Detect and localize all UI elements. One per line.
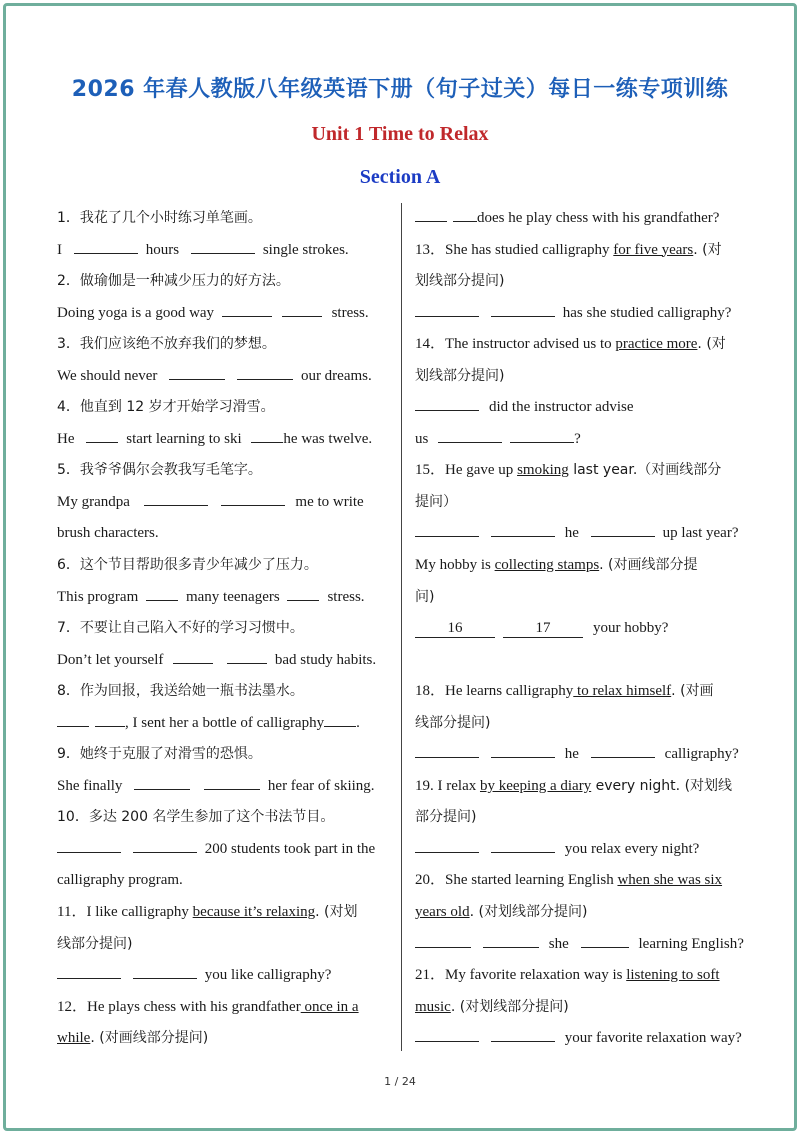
question-15-answer: he up last year? bbox=[415, 518, 750, 550]
question-20-cont: years old. (对划线部分提问) bbox=[415, 904, 588, 921]
answer-blank[interactable] bbox=[222, 300, 272, 317]
answer-blank[interactable] bbox=[415, 741, 479, 758]
question-1-chinese: 1．我花了几个小时练习单笔画。 bbox=[57, 210, 262, 226]
question-19-answer: you relax every night? bbox=[415, 834, 750, 866]
question-9-chinese: 9．她终于克服了对滑雪的恐惧。 bbox=[57, 746, 262, 763]
question-13-cont: 划线部分提问) bbox=[415, 273, 505, 290]
answer-blank[interactable] bbox=[415, 836, 479, 853]
answer-blank[interactable] bbox=[415, 300, 479, 317]
question-7-chinese: 7．不要让自己陷入不好的学习习惯中。 bbox=[57, 620, 304, 637]
answer-blank[interactable] bbox=[581, 931, 629, 948]
question-3-chinese: 3．我们应该绝不放弃我们的梦想。 bbox=[57, 336, 276, 353]
question-4-chinese: 4．他直到 12 岁才开始学习滑雪。 bbox=[57, 399, 275, 416]
question-12-answer: does he play chess with his grandfather? bbox=[415, 203, 750, 235]
question-11: 11．I like calligraphy because it’s relaxing. (对划 bbox=[57, 904, 358, 921]
question-8-chinese: 8．作为回报，我送给她一瓶书法墨水。 bbox=[57, 683, 304, 700]
question-9-english: She finally her fear of skiing. bbox=[57, 771, 387, 803]
question-11-answer: you like calligraphy? bbox=[57, 960, 387, 992]
answer-blank[interactable] bbox=[74, 237, 138, 254]
answer-blank[interactable] bbox=[483, 931, 539, 948]
question-20-answer: she learning English? bbox=[415, 929, 750, 961]
question-10-chinese: 10．多达 200 名学生参加了这个书法节目。 bbox=[57, 809, 335, 826]
answer-blank[interactable] bbox=[134, 773, 190, 790]
question-12: 12．He plays chess with his grandfather once in a bbox=[57, 998, 359, 1015]
answer-blank[interactable] bbox=[169, 363, 225, 380]
left-column bbox=[57, 203, 387, 1055]
answer-blank[interactable] bbox=[415, 205, 447, 222]
answer-blank[interactable] bbox=[146, 584, 178, 601]
answer-blank[interactable] bbox=[133, 836, 197, 853]
unit-heading: Unit 1 Time to Relax bbox=[311, 123, 489, 145]
answer-blank[interactable] bbox=[133, 962, 197, 979]
page-title: 2026 年春人教版八年级英语下册（句子过关）每日一练专项训练 bbox=[71, 77, 729, 102]
question-16-17: My hobby is collecting stamps. (对画线部分提 bbox=[415, 557, 698, 574]
answer-blank[interactable] bbox=[237, 363, 293, 380]
question-16-17-cont: 问) bbox=[415, 588, 435, 605]
question-2-chinese: 2．做瑜伽是一种减少压力的好方法。 bbox=[57, 273, 290, 290]
answer-blank[interactable] bbox=[491, 741, 555, 758]
answer-blank[interactable] bbox=[491, 1025, 555, 1042]
question-3-english: We should never our dreams. bbox=[57, 361, 387, 393]
answer-blank[interactable] bbox=[415, 931, 471, 948]
answer-blank[interactable] bbox=[57, 710, 89, 727]
answer-blank[interactable] bbox=[324, 710, 356, 727]
answer-blank[interactable] bbox=[57, 836, 121, 853]
question-5-chinese: 5．我爷爷偶尔会教我写毛笔字。 bbox=[57, 462, 262, 479]
answer-blank[interactable] bbox=[86, 426, 118, 443]
question-13: 13．She has studied calligraphy for five years. (对 bbox=[415, 241, 722, 258]
answer-blank[interactable] bbox=[144, 489, 208, 506]
right-column bbox=[415, 203, 750, 1055]
answer-blank[interactable] bbox=[191, 237, 255, 254]
question-18-cont: 线部分提问) bbox=[415, 714, 491, 731]
answer-blank[interactable] bbox=[415, 520, 479, 537]
answer-blank[interactable] bbox=[227, 647, 267, 664]
question-14: 14．The instructor advised us to practice more. (对 bbox=[415, 336, 726, 353]
question-15: 15．He gave up smoking last year.（对画线部分 bbox=[415, 462, 722, 479]
question-13-answer: has she studied calligraphy? bbox=[415, 298, 750, 330]
question-11-cont: 线部分提问) bbox=[57, 935, 133, 952]
answer-blank[interactable] bbox=[282, 300, 322, 317]
question-4-english: He start learning to ski he was twelve. bbox=[57, 424, 387, 456]
question-7-english: Don’t let yourself bad study habits. bbox=[57, 645, 387, 677]
question-18-answer: he calligraphy? bbox=[415, 739, 750, 771]
question-21-cont: music. (对划线部分提问) bbox=[415, 998, 569, 1015]
question-10-english: 200 students took part in the bbox=[57, 834, 387, 866]
question-19-cont: 部分提问) bbox=[415, 809, 477, 826]
answer-blank[interactable] bbox=[591, 741, 655, 758]
answer-blank[interactable] bbox=[415, 394, 479, 411]
question-14-answer-cont: us ? bbox=[415, 424, 750, 456]
page-number: 1 / 24 bbox=[384, 1075, 416, 1088]
answer-blank[interactable] bbox=[95, 710, 125, 727]
answer-blank[interactable] bbox=[491, 836, 555, 853]
blank-16[interactable]: 16 bbox=[415, 619, 495, 638]
answer-blank[interactable] bbox=[221, 489, 285, 506]
answer-blank[interactable] bbox=[287, 584, 319, 601]
answer-blank[interactable] bbox=[491, 520, 555, 537]
question-5-english: My grandpa me to write bbox=[57, 487, 387, 519]
question-21: 21．My favorite relaxation way is listening to soft bbox=[415, 967, 720, 984]
answer-blank[interactable] bbox=[510, 426, 574, 443]
answer-blank[interactable] bbox=[57, 962, 121, 979]
answer-blank[interactable] bbox=[415, 1025, 479, 1042]
question-16-17-answer: 16 17 your hobby? bbox=[415, 613, 750, 645]
question-18: 18．He learns calligraphy to relax himself. (对画 bbox=[415, 683, 714, 700]
question-14-cont: 划线部分提问) bbox=[415, 367, 505, 384]
question-10-english-cont: calligraphy program. bbox=[57, 872, 183, 889]
answer-blank[interactable] bbox=[251, 426, 283, 443]
question-21-answer: your favorite relaxation way? bbox=[415, 1023, 750, 1055]
question-6-chinese: 6．这个节目帮助很多青少年减少了压力。 bbox=[57, 557, 318, 574]
question-12-cont: while. (对画线部分提问) bbox=[57, 1030, 209, 1047]
column-divider bbox=[401, 203, 402, 1051]
blank-17[interactable]: 17 bbox=[503, 619, 583, 638]
question-19: 19. I relax by keeping a diary every night. (对划线 bbox=[415, 777, 733, 794]
question-2-english: Doing yoga is a good way stress. bbox=[57, 298, 387, 330]
question-5-english-cont: brush characters. bbox=[57, 525, 159, 542]
answer-blank[interactable] bbox=[438, 426, 502, 443]
answer-blank[interactable] bbox=[453, 205, 477, 222]
question-15-cont: 提问） bbox=[415, 493, 457, 510]
answer-blank[interactable] bbox=[491, 300, 555, 317]
question-8-english: , I sent her a bottle of calligraphy . bbox=[57, 708, 387, 740]
question-1-english: I hours single strokes. bbox=[57, 235, 387, 267]
answer-blank[interactable] bbox=[204, 773, 260, 790]
question-20: 20．She started learning English when she was six bbox=[415, 872, 723, 889]
empty-line bbox=[415, 645, 750, 677]
answer-blank[interactable] bbox=[591, 520, 655, 537]
answer-blank[interactable] bbox=[173, 647, 213, 664]
section-heading: Section A bbox=[359, 166, 441, 188]
question-6-english: This program many teenagers stress. bbox=[57, 582, 387, 614]
question-14-answer: did the instructor advise bbox=[415, 392, 750, 424]
